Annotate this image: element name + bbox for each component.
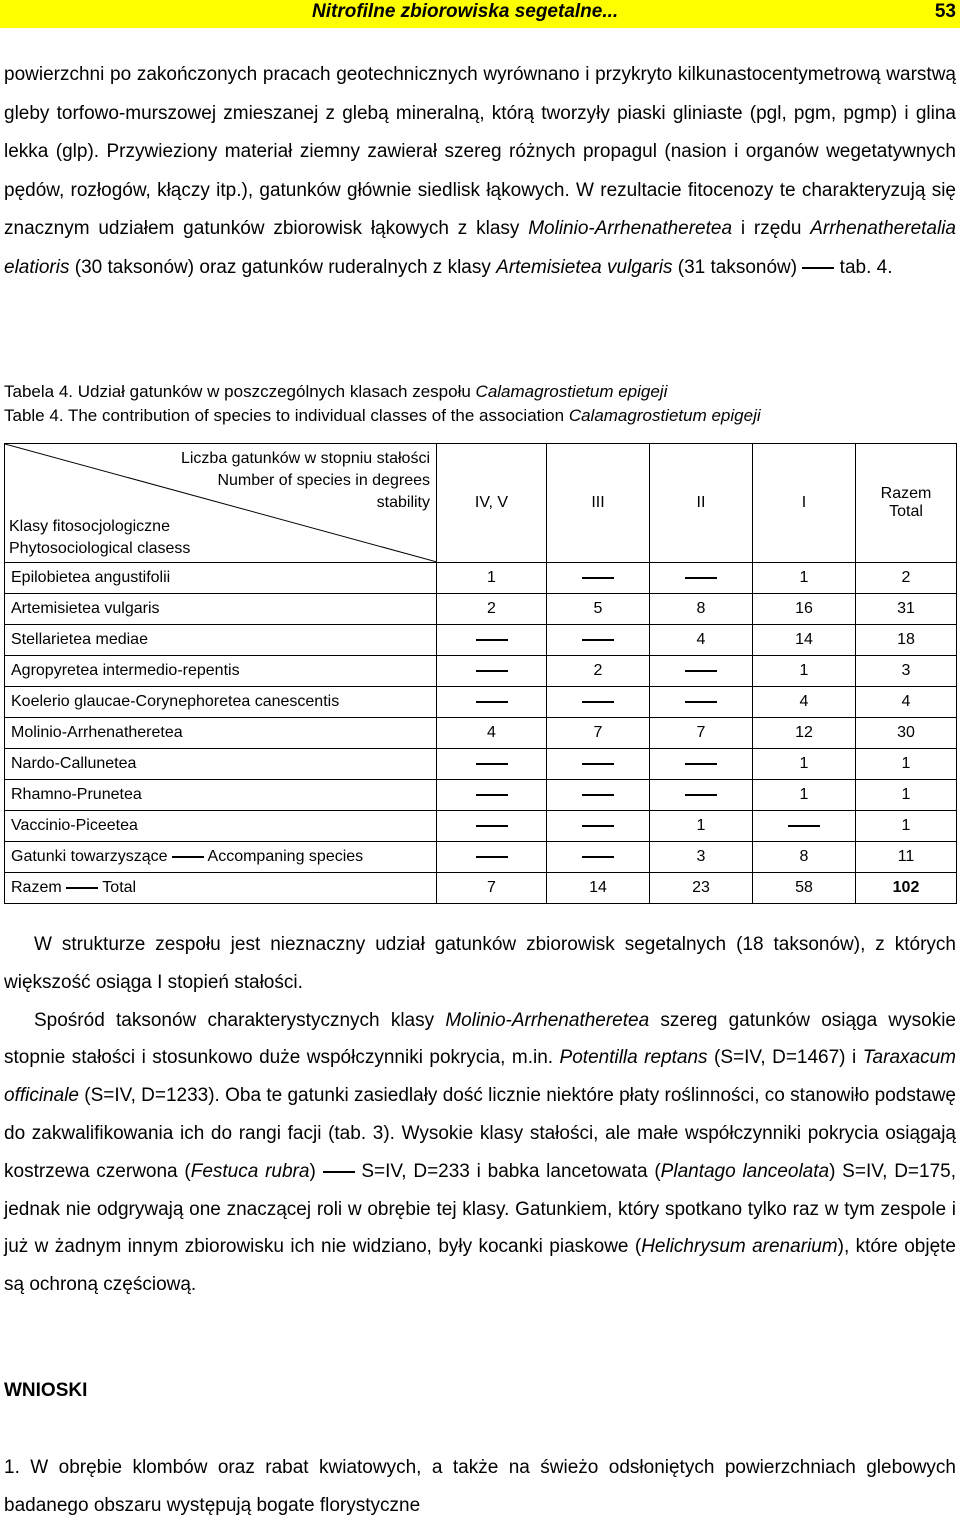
col-header: IV, V — [437, 444, 547, 563]
table-row — [5, 780, 957, 811]
conclusion-item: 1. W obrębie klombów oraz rabat kwiatowych, a także na świeżo odsłoniętych powierzchniach glebowych badanego obszaru występują bogate florystyczne — [4, 1457, 956, 1516]
dash — [582, 639, 614, 641]
table-body — [5, 563, 957, 842]
row-name: Stellarietea mediae — [5, 625, 437, 656]
dash — [582, 825, 614, 827]
table-cell — [547, 749, 650, 780]
table-cell — [753, 811, 856, 842]
table-cell — [437, 749, 547, 780]
table-cell — [437, 625, 547, 656]
table-cell: 102 — [856, 873, 957, 904]
row-name: Rhamno-Prunetea — [5, 780, 437, 811]
table-row-companion — [5, 842, 957, 873]
table-cell: 8 — [753, 842, 856, 873]
table-cell — [650, 563, 753, 594]
dash — [172, 856, 204, 858]
table-cell: 12 — [753, 718, 856, 749]
dash — [323, 1171, 355, 1173]
table-row-total — [5, 873, 957, 904]
table-cell — [547, 842, 650, 873]
dash — [476, 825, 508, 827]
dash — [685, 763, 717, 765]
table-cell: 4 — [437, 718, 547, 749]
table-cell — [437, 842, 547, 873]
table-cell: 3 — [650, 842, 753, 873]
table-cell — [650, 656, 753, 687]
row-name: Artemisietea vulgaris — [5, 594, 437, 625]
row-name: Gatunki towarzyszące Accompaning species — [5, 842, 437, 873]
table-cell — [547, 563, 650, 594]
dash — [802, 267, 834, 269]
dash — [582, 763, 614, 765]
table-cell: 14 — [753, 625, 856, 656]
table-cell: 23 — [650, 873, 753, 904]
table-cell: 16 — [753, 594, 856, 625]
row-name: Epilobietea angustifolii — [5, 563, 437, 594]
table-row — [5, 563, 957, 594]
table-cell: 1 — [856, 749, 957, 780]
table-cell — [650, 749, 753, 780]
table-cell: 1 — [753, 749, 856, 780]
table-cell: 1 — [753, 656, 856, 687]
row-name: Molinio-Arrhenatheretea — [5, 718, 437, 749]
dash — [582, 794, 614, 796]
table-cell — [437, 780, 547, 811]
table-row — [5, 749, 957, 780]
row-name: Nardo-Callunetea — [5, 749, 437, 780]
page-number: 53 — [934, 1, 956, 22]
col-header: I — [753, 444, 856, 563]
dash — [476, 763, 508, 765]
table-cell — [547, 811, 650, 842]
dash — [685, 701, 717, 703]
table-row — [5, 687, 957, 718]
corner-header-top: Liczba gatunków w stopniu stałości Number of species in degrees stability — [180, 450, 430, 511]
section-heading-conclusions: WNIOSKI — [4, 1380, 88, 1401]
table-header-row — [5, 444, 957, 563]
table-row — [5, 811, 957, 842]
paragraph-structure: W strukturze zespołu jest nieznaczny udział gatunków zbiorowisk segetalnych (18 taksonów), z których większość osiąga I stopień stałości. Spośród taksonów charakterystycznych klasy Molinio-Arrhenatheretea szereg gatunków osiąga wysokie stopnie stałości i stosunkowo duże współczynniki pokrycia, m.in. Potentilla reptans (S=IV, D=1467) i Taraxacum officinale (S=IV, D=1233). Oba te gatunki zasiedlały dość licznie niektóre płaty roślinności, co stanowiło podstawę do zakwalifikowania ich do rangi facji (tab. 3). Wysokie klasy stałości, ale małe współczynniki pokrycia osiągają kostrzewa czerwona (Festuca rubra) S=IV, D=233 i babka lancetowata (Plantago lanceolata) S=IV, D=175, jednak nie odgrywają one znaczącej roli w obrębie tej klasy. Gatunkiem, który spotkano tylko raz w tym zespole i już w żadnym innym zbiorowisku ich nie widziano, były kocanki piaskowe (Helichrysum arenarium), które objęte są ochroną częściową. — [4, 934, 957, 1296]
dash — [476, 670, 508, 672]
table-caption-en: Table 4. The contribution of species to individual classes of the association Calamagrostietum epigeji — [4, 406, 761, 425]
corner-header-bottom: Klasy fitosocjologiczne Phytosociological clasess — [9, 518, 191, 557]
table-cell: 2 — [437, 594, 547, 625]
dash — [476, 639, 508, 641]
table-row — [5, 594, 957, 625]
table-cell: 30 — [856, 718, 957, 749]
table-cell: 7 — [437, 873, 547, 904]
table-cell: 8 — [650, 594, 753, 625]
table-cell: 4 — [753, 687, 856, 718]
table-cell: 3 — [856, 656, 957, 687]
col-header: II — [650, 444, 753, 563]
dash — [66, 887, 98, 889]
table-row — [5, 656, 957, 687]
dash — [685, 670, 717, 672]
table-cell: 11 — [856, 842, 957, 873]
running-header — [0, 0, 960, 28]
table-cell: 4 — [650, 625, 753, 656]
table-cell: 4 — [856, 687, 957, 718]
table-cell: 58 — [753, 873, 856, 904]
table-cell: 1 — [753, 563, 856, 594]
table-cell — [650, 687, 753, 718]
table-cell: 2 — [856, 563, 957, 594]
col-header: III — [547, 444, 650, 563]
table-cell — [650, 780, 753, 811]
dash — [476, 794, 508, 796]
paragraph-intro: powierzchni po zakończonych pracach geotechnicznych wyrównano i przykryto kilkunastocentymetrową warstwą gleby torfowo-murszowej zmieszanej z glebą mineralną, którą tworzyły piaski gliniaste (pgl, pgm, pgmp) i glina lekka (glp). Przywieziony materiał ziemny zawierał szereg różnych propagul (nasion i organów wegetatywnych pędów, rozłogów, kłączy itp.), gatunków głównie siedlisk łąkowych. W rezultacie fitocenozy te charakteryzują się znacznym udziałem gatunków zbiorowisk łąkowych z klasy Molinio-Arrhenatheretea i rzędu Arrhenatheretalia elatioris (30 taksonów) oraz gatunków ruderalnych z klasy Artemisietea vulgaris (31 taksonów) tab. 4. — [4, 64, 956, 278]
table-cell — [437, 687, 547, 718]
table-cell: 7 — [547, 718, 650, 749]
dash — [582, 701, 614, 703]
table-row — [5, 625, 957, 656]
dash — [685, 577, 717, 579]
table-row — [5, 718, 957, 749]
row-name: Razem Total — [5, 873, 437, 904]
table-cell: 1 — [437, 563, 547, 594]
dash — [582, 577, 614, 579]
table-caption-pl: Tabela 4. Udział gatunków w poszczególnych klasach zespołu Calamagrostietum epigeji — [4, 382, 668, 401]
row-name: Koelerio glaucae-Corynephoretea canescentis — [5, 687, 437, 718]
row-name: Agropyretea intermedio-repentis — [5, 656, 437, 687]
table-cell: 1 — [650, 811, 753, 842]
table-cell: 1 — [856, 780, 957, 811]
table-cell — [547, 687, 650, 718]
row-name: Vaccinio-Piceetea — [5, 811, 437, 842]
table-cell — [437, 811, 547, 842]
table-cell: 14 — [547, 873, 650, 904]
table-cell — [437, 656, 547, 687]
dash — [476, 701, 508, 703]
dash — [788, 825, 820, 827]
dash — [582, 856, 614, 858]
table-cell: 5 — [547, 594, 650, 625]
dash — [476, 856, 508, 858]
dash — [685, 794, 717, 796]
species-class-table — [4, 443, 957, 904]
table-cell: 7 — [650, 718, 753, 749]
col-header-total: Razem Total — [856, 444, 957, 563]
table-cell: 31 — [856, 594, 957, 625]
table-cell: 18 — [856, 625, 957, 656]
corner-header-cell — [5, 444, 437, 563]
table-cell — [547, 780, 650, 811]
table-cell: 1 — [753, 780, 856, 811]
running-title: Nitrofilne zbiorowiska segetalne... — [312, 1, 619, 22]
table-cell: 2 — [547, 656, 650, 687]
table-cell — [547, 625, 650, 656]
table-cell: 1 — [856, 811, 957, 842]
